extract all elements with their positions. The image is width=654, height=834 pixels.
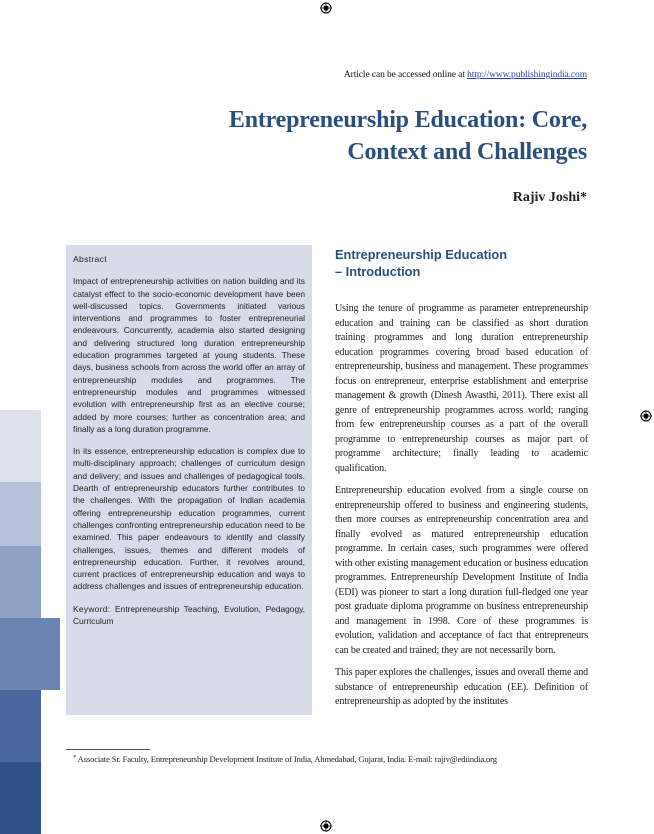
footnote-rule [66,749,150,750]
keywords-text: Entrepreneurship Teaching, Evolution, Pedagogy, Curriculum [73,603,305,627]
footnote [73,754,497,764]
decorative-strip [0,690,41,762]
access-text: Article can be accessed online at [343,70,465,80]
decorative-strip [0,762,41,834]
abstract-keywords [73,603,305,628]
access-note [344,70,587,80]
footnote-text: Associate Sr. Faculty, Entrepreneurship Development Institute of India, Ahmedabad, Gujarat, India. E-mail: rajiv@ediindia.org [77,754,497,764]
decorative-strip [0,410,41,482]
section-heading-line-2: – Introduction [335,264,421,279]
section-heading-line-1: Entrepreneurship Education [335,247,508,262]
decorative-strip [0,546,41,618]
title-line-2: Context and Challenges [347,139,587,165]
registration-mark-icon [320,820,332,832]
section-heading [335,246,588,280]
registration-mark-icon [640,410,652,422]
abstract-box [66,245,312,715]
article-title [167,104,587,168]
body-paragraph: This paper explores the challenges, issues and overall theme and substance of entrepreneurship education (EE). Definition of entrepreneurship as adopted by the institutes [335,667,588,707]
body-paragraph: Using the tenure of programme as parameter entrepreneurship education and training can be classified as short duration training programmes and long duration entrepreneurship education programmes covering broad based education of entrepreneurship, business and management. These programmes focus on entrepreneur, enterprise establishment and enterprise management & growth (Dinesh Awasthi, 2011). There exist all genre of entrepreneurship programmes across world; ranging from few entrepreneurship courses as a part of the overall programme to entrepreneurship courses as major part of programme architecture; finally leading to academic qualification. [335,303,588,474]
title-line-1: Entrepreneurship Education: Core, [228,107,587,133]
registration-mark-icon [320,2,332,14]
access-url-link[interactable]: http://www.publishingindia.com [467,70,587,80]
decorative-strip [0,482,41,546]
main-column [335,246,588,718]
footnote-marker: * [73,754,77,761]
abstract-paragraph: Impact of entrepreneurship activities on nation building and its catalyst effect to the socio-economic development have been well-discussed topics. Governments initiated various interventions and programmes to foster entrepreneurial endeavours. Concurrently, academia also started designing and delivering structured long duration entrepreneurship education programmes targeted at young students. These days, business schools from across the world offer an array of entrepreneurship modules and programmes. The entrepreneurship modules and programmes witnessed evolution with entrepreneurship first as an elective course; added by more courses; further as concentration area; and finally as a long duration programme. [73,276,305,434]
decorative-strip [0,618,60,690]
abstract-heading: Abstract [73,254,107,264]
keywords-label: Keyword: [73,603,111,614]
abstract-paragraph: In its essence, entrepreneurship education is complex due to multi-disciplinary approach; challenges of curriculum design and delivery; and issues and challenges of pedagogical tools. Dearth of entrepreneurship educators further contributes to the challenges. With the propagation of Indian academia offering entrepreneurship education programmes, current challenges confronting entrepreneurship education need to be examined. This paper endeavours to identify and classify challenges, issues, themes and different models of entrepreneurship education. Further, it revolves around, current practices of entrepreneurship education and ways to address challenges and issues of entrepreneurship education. [73,446,305,592]
body-paragraph: Entrepreneurship education evolved from a single course on entrepreneurship offered to business and engineering students, then more courses as entrepreneurship concentration area and finally evolved as matured entrepreneurship education programme. In certain cases, such programmes were offered with other existing management education or business education programmes. Entrepreneurship Development Institute of India (EDI) was pioneer to start a long duration full-fledged one year post graduate diploma programme on business entrepreneurship and management in 1998. Core of these programmes is evolution, validation and acceptance of fact that entrepreneurs can be created and trained; they are not necessarily born. [335,485,588,656]
author-name: Rajiv Joshi* [512,190,587,205]
